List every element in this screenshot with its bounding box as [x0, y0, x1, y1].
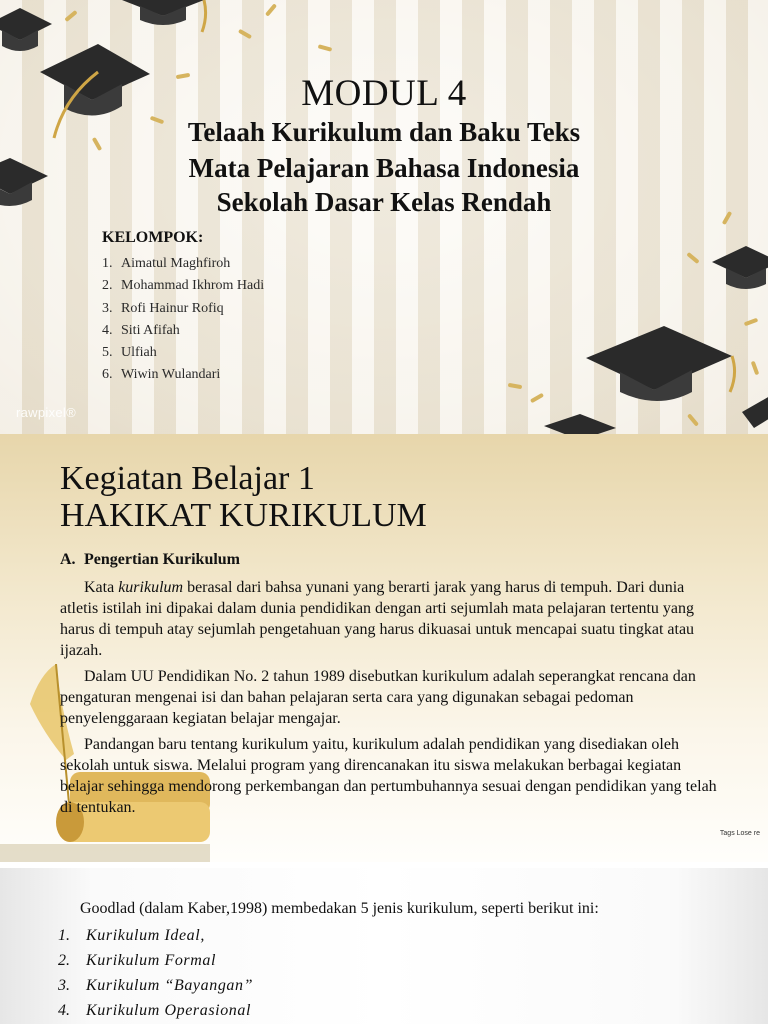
emphasis-term: kurikulum — [118, 579, 184, 596]
paragraph-text: berasal dari bahsa yunani yang berarti jarak yang harus di tempuh. Dari dunia atletis istilah ini dipakai dalam dunia pendidikan dengan arti sejumlah mata pelajaran tertentu yang harus di tempuh atay sejumlah pengetahuan yang harus dikuasai untuk mencapai suatu tingkat atau ijazah. — [60, 579, 695, 659]
graduation-cap-icon — [710, 240, 768, 300]
image-credit: Tags Lose re — [719, 830, 760, 837]
intro-text: Goodlad (dalam Kaber,1998) membedakan 5 jenis kurikulum, seperti berikut ini: — [80, 900, 599, 917]
member-name: Ulfiah — [121, 345, 157, 361]
graduation-cap-icon — [580, 318, 740, 408]
graduation-cap-icon — [540, 410, 620, 434]
member-name: Aimatul Maghfiroh — [121, 256, 231, 271]
confetti-icon — [508, 383, 522, 389]
list-item — [58, 923, 253, 948]
confetti-icon — [686, 252, 699, 264]
watermark: rawpixel® — [16, 405, 76, 420]
section-title: Pengertian Kurikulum — [84, 551, 241, 568]
list-number: 5. — [102, 345, 113, 361]
list-item — [102, 275, 264, 297]
graduation-cap-icon — [118, 0, 208, 36]
list-number: 4. — [102, 322, 113, 338]
confetti-icon — [530, 393, 544, 403]
title-slide — [0, 0, 768, 434]
confetti-icon — [687, 413, 699, 426]
list-number: 1. — [102, 256, 113, 271]
paragraph-text: Dalam UU Pendidikan No. 2 tahun 1989 disebutkan kurikulum adalah seperangkat rencana dan pengaturan mengenai isi dan bahan pelajaran serta cara yang digunakan sebagai pedoman penyelenggaraan kegiatan belajar mengajar. — [60, 668, 696, 727]
list-number: 3. — [102, 300, 113, 316]
curriculum-kind: Kurikulum Ideal, — [86, 927, 205, 944]
list-item — [102, 253, 264, 275]
paragraph-text: Pandangan baru tentang kurikulum yaitu, kurikulum adalah pendidikan yang disediakan oleh sekolah untuk siswa. Melalui program yang direncanakan itu siswa melakukan berbagai kegiatan belajar sehingga mendorong perkembangan dan pertumbuhannya sesuai dengan pendidikan yang telah di tentukan. — [60, 736, 717, 816]
confetti-icon — [238, 29, 252, 39]
member-name: Wiwin Wulandari — [121, 367, 221, 383]
member-name: Siti Afifah — [121, 322, 180, 338]
confetti-icon — [64, 10, 77, 22]
member-name: Mohammad Ikhrom Hadi — [121, 278, 265, 294]
list-item — [102, 364, 264, 386]
subtitle-line: Telaah Kurikulum dan Baku Teks — [187, 117, 581, 147]
list-number: 6. — [102, 367, 113, 383]
confetti-icon — [751, 361, 760, 376]
subtitle-line: Mata Pelajaran Bahasa Indonesia — [188, 153, 580, 183]
list-item — [58, 973, 253, 998]
list-number: 2. — [102, 278, 113, 294]
confetti-icon — [744, 318, 759, 327]
list-item — [102, 298, 264, 320]
confetti-icon — [265, 3, 277, 16]
list-slide — [0, 868, 768, 1024]
confetti-icon — [318, 44, 333, 51]
paragraph-text: Kata — [84, 579, 119, 596]
list-number: 1. — [58, 927, 70, 944]
list-number: 4. — [58, 1002, 70, 1019]
paragraph — [60, 666, 720, 729]
curriculum-kind: Kurikulum “Bayangan” — [86, 977, 254, 994]
lesson-heading — [60, 460, 427, 534]
section-heading — [60, 551, 240, 569]
group-label: KELOMPOK: — [102, 229, 204, 246]
curriculum-kind: Kurikulum Operasional — [86, 1002, 252, 1019]
section-letter: A. — [60, 551, 76, 568]
list-number: 3. — [58, 977, 70, 994]
curriculum-list — [58, 923, 253, 1023]
module-title: MODUL 4 — [301, 73, 467, 114]
member-list — [102, 253, 264, 387]
list-item — [102, 320, 264, 342]
content-slide — [0, 434, 768, 862]
list-number: 2. — [58, 952, 70, 969]
list-item — [58, 998, 253, 1023]
lesson-title: Kegiatan Belajar 1 — [60, 460, 315, 497]
list-item — [58, 948, 253, 973]
paragraph — [60, 734, 720, 818]
paragraph — [60, 577, 720, 661]
graduation-cap-icon — [740, 392, 768, 434]
curriculum-kind: Kurikulum Formal — [86, 952, 217, 969]
subtitle-line: Sekolah Dasar Kelas Rendah — [216, 187, 552, 217]
member-name: Rofi Hainur Rofiq — [121, 300, 224, 316]
lesson-subtitle: HAKIKAT KURIKULUM — [60, 497, 427, 534]
list-item — [102, 342, 264, 364]
